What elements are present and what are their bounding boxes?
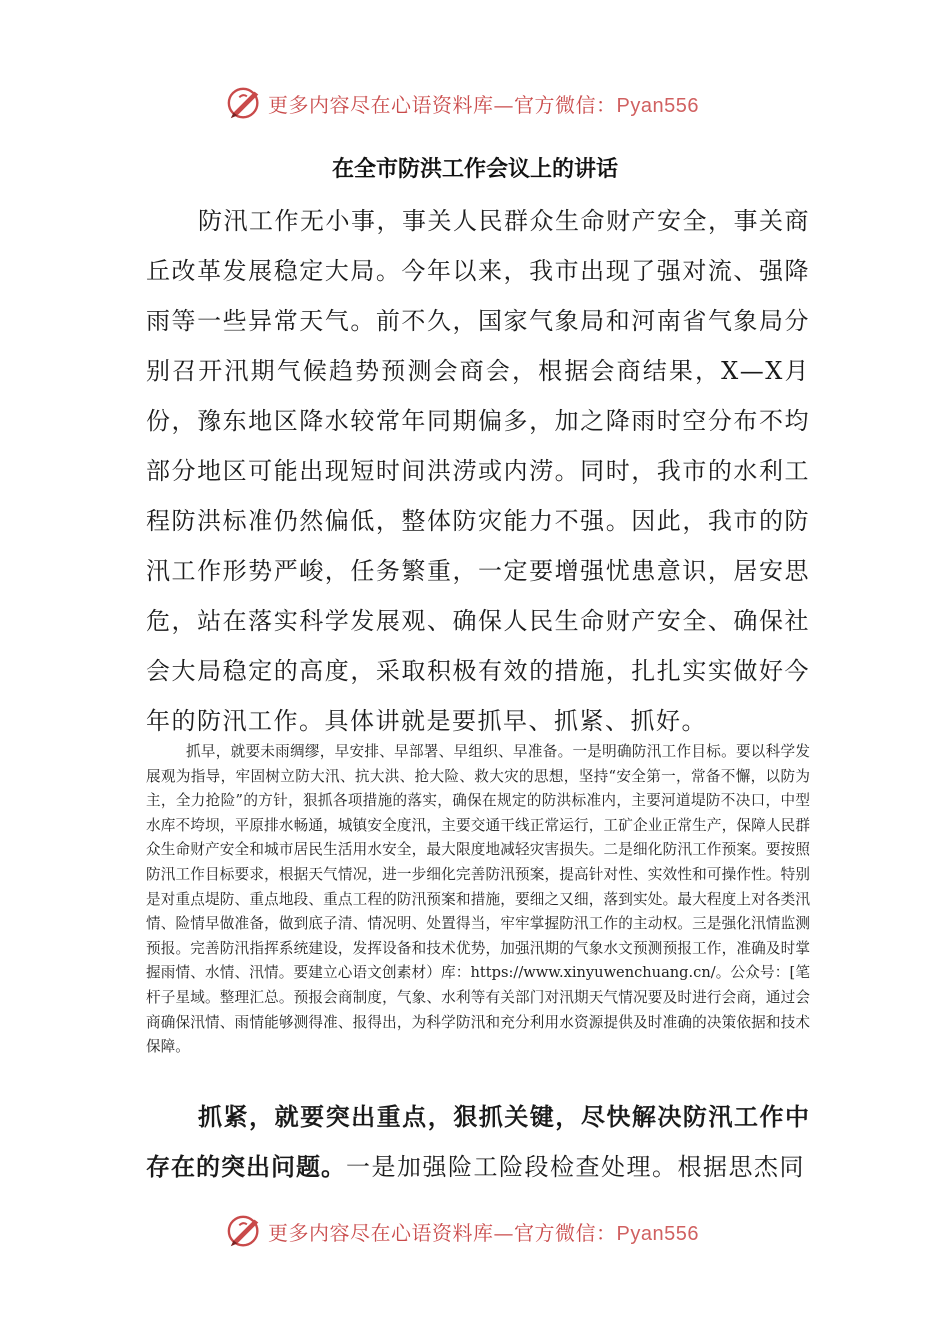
paragraph-3 bbox=[146, 1092, 810, 1192]
pen-logo-icon bbox=[226, 84, 264, 122]
header-banner-text: 更多内容尽在心语资料库—官方微信：Pyan556 bbox=[268, 92, 699, 117]
paragraph-2: 抓早，就要未雨绸缪，早安排、早部署、早组织、早准备。一是明确防汛工作目标。要以科学发展观为指导，牢固树立防大汛、抗大洪、抢大险、救大灾的思想，坚持“安全第一，常备不懈，以防为主，全力抢险”的方针，狠抓各项措施的落实，确保在规定的防洪标准内，主要河道堤防不决口，中型水库不垮坝，平原排水畅通，城镇安全度汛，主要交通干线正常运行，工矿企业正常生产，保障人民群众生命财产安全和城市居民生活用水安全，最大限度地减轻灾害损失。二是细化防汛工作预案。要按照防汛工作目标要求，根据天气情况，进一步细化完善防汛预案，提高针对性、实效性和可操作性。特别是对重点堤防、重点地段、重点工程的防汛预案和措施，要细之又细，落到实处。最大程度上对各类汛情、险情早做准备，做到底子清、情况明、处置得当，牢牢掌握防汛工作的主动权。三是强化汛情监测预报。完善防汛指挥系统建设，发挥设备和技术优势，加强汛期的气象水文预测预报工作，准确及时掌握雨情、水情、汛情。要建立心语文创素材）库：https://www.xinyuwenchuang.cn/。公众号：[笔杆子星域。整理汇总。预报会商制度，气象、水利等有关部门对汛期天气情况要及时进行会商，通过会商确保汛情、雨情能够测得准、报得出，为科学防汛和充分利用水资源提供及时准确的决策依据和技术保障。 bbox=[146, 743, 810, 1056]
paragraph-3-text: 一是加强险工险段检查处理。根据思杰同 bbox=[346, 1153, 805, 1181]
header-banner bbox=[226, 83, 746, 123]
page-title: 在全市防洪工作会议上的讲话 bbox=[331, 157, 618, 182]
footer-banner bbox=[226, 1211, 746, 1251]
footer-wechat-id: Pyan556 bbox=[616, 1222, 699, 1245]
pen-logo-icon bbox=[226, 1212, 264, 1250]
paragraph-3-bold-lead: 抓紧，就要突出重点，狠抓关键，尽快解决防汛工作中存在的突出问题。 bbox=[146, 1103, 810, 1181]
paragraph-1: 防汛工作无小事，事关人民群众生命财产安全，事关商丘改革发展稳定大局。今年以来，我市出现了强对流、强降雨等一些异常天气。前不久，国家气象局和河南省气象局分别召开汛期气候趋势预测会商会，根据会商结果，X—X月份，豫东地区降水较常年同期偏多，加之降雨时空分布不均部分地区可能出现短时间洪涝或内涝。同时，我市的水利工程防洪标准仍然偏低，整体防灾能力不强。因此，我市的防汛工作形势严峻，任务繁重，一定要增强忧患意识，居安思危，站在落实科学发展观、确保人民生命财产安全、确保社会大局稳定的高度，采取积极有效的措施，扎扎实实做好今年的防汛工作。具体讲就是要抓早、抓紧、抓好。 bbox=[146, 207, 810, 735]
header-wechat-id: Pyan556 bbox=[616, 94, 699, 117]
footer-banner-text: 更多内容尽在心语资料库—官方微信：Pyan556 bbox=[268, 1220, 699, 1245]
